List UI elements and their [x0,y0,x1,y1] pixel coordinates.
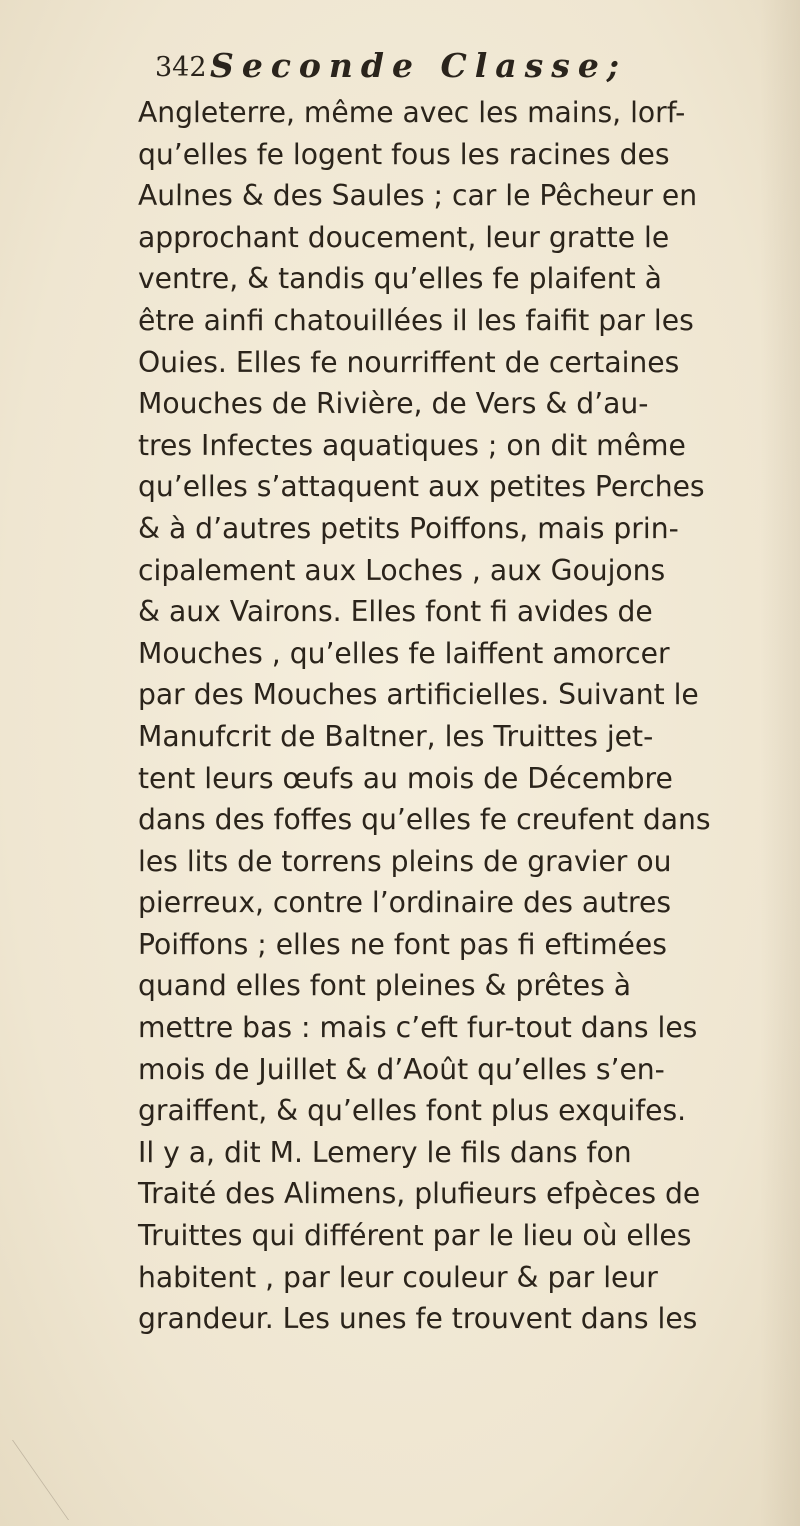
text-line: Traité des Alimens, plufieurs efpèces de [138,1177,701,1211]
text-line: mettre bas : mais c’eft fur-tout dans les [138,1011,698,1045]
text-line: pierreux, contre l’ordinaire des autres [138,886,672,920]
text-line: approchant doucement, leur gratte le [138,220,670,254]
text-line: Mouches de Rivière, de Vers & d’au- [138,387,649,421]
text-line: dans des foffes qu’elles fe creufent dans [138,803,711,837]
running-head: Seconde Classe; [210,46,627,85]
body-text [138,92,798,1340]
text-line: grandeur. Les unes fe trouvent dans les [138,1302,698,1336]
text-line: être ainfi chatouillées il les faifit par les [138,303,694,337]
text-line: Angleterre, même avec les mains, lorf- [138,96,686,129]
text-line: Truittes qui différent par le lieu où elles [138,1219,692,1253]
text-line: Aulnes & des Saules ; car le Pêcheur en [138,179,698,213]
text-line: habitent , par leur couleur & par leur [138,1260,658,1294]
text-line: & aux Vairons. Elles font fi avides de [138,595,653,629]
text-line: cipalement aux Loches , aux Goujons [138,553,666,587]
text-line: graiffent, & qu’elles font plus exquifes. [138,1094,687,1128]
text-line: tent leurs œufs au mois de Décembre [138,761,673,795]
text-line: par des Mouches artificielles. Suivant le [138,678,699,712]
text-line: Manufcrit de Baltner, les Truittes jet- [138,719,654,753]
text-line: Poiffons ; elles ne font pas fi eftimées [138,927,667,961]
page-number: 342 [155,52,207,83]
paper-crease-mark [12,1440,129,1520]
text-line: Il y a, dit M. Lemery le fils dans fon [138,1135,632,1169]
text-line: les lits de torrens pleins de gravier ou [138,844,672,878]
text-line: Mouches , qu’elles fe laiffent amorcer [138,636,670,670]
text-line: quand elles font pleines & prêtes à [138,969,631,1003]
page-header [155,44,715,94]
text-line: tres Infectes aquatiques ; on dit même [138,428,686,462]
text-line: mois de Juillet & d’Août qu’elles s’en- [138,1052,665,1086]
text-line: & à d’autres petits Poiffons, mais prin- [138,511,679,545]
text-line: Ouies. Elles fe nourriffent de certaines [138,345,680,379]
text-line: qu’elles s’attaquent aux petites Perches [138,470,705,504]
text-line: ventre, & tandis qu’elles fe plaifent à [138,262,662,296]
text-line: qu’elles fe logent fous les racines des [138,137,670,171]
